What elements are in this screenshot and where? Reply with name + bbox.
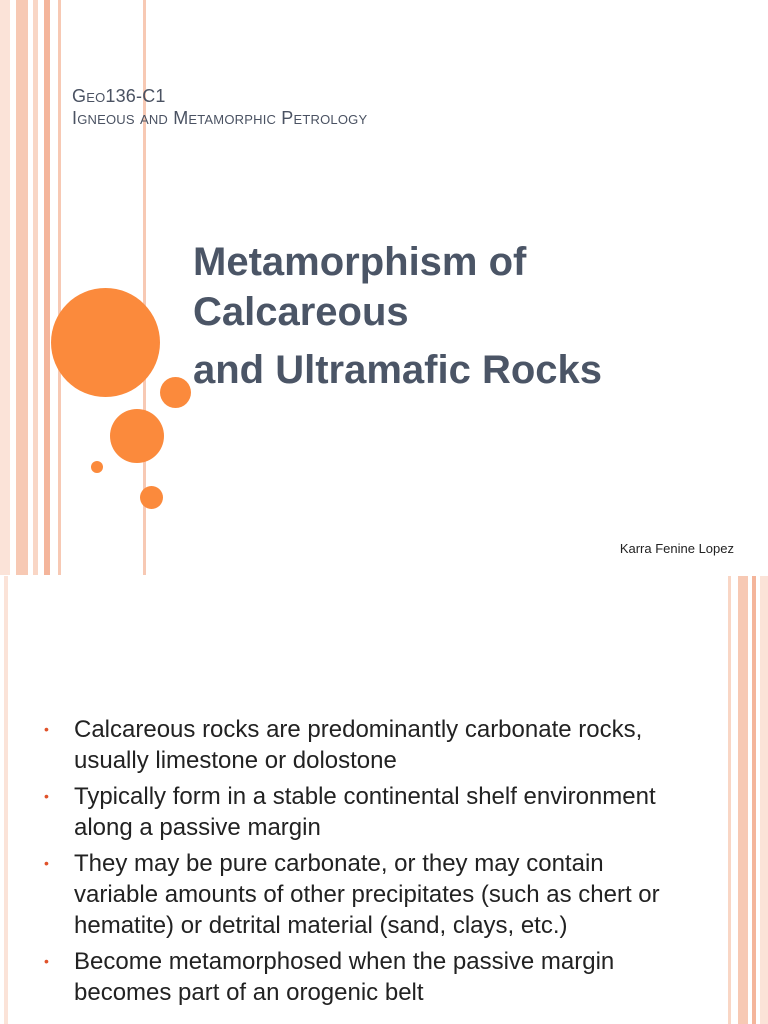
bullet-marker: • bbox=[44, 855, 49, 871]
decorative-stripe bbox=[0, 0, 10, 575]
course-code: Geo136-C1 bbox=[72, 86, 166, 106]
bullet-text: Become metamorphosed when the passive margin becomes part of an orogenic belt bbox=[74, 948, 615, 1006]
decorative-circle bbox=[160, 377, 191, 408]
list-item bbox=[44, 946, 664, 1008]
author-name: Karra Fenine Lopez bbox=[619, 541, 734, 556]
bullet-list bbox=[44, 714, 664, 1013]
decorative-circle bbox=[51, 288, 160, 397]
title-line: Calcareous bbox=[193, 290, 409, 334]
decorative-stripe bbox=[728, 576, 731, 1024]
decorative-circle bbox=[110, 409, 164, 463]
decorative-circle bbox=[140, 486, 163, 509]
content-slide bbox=[0, 576, 768, 1024]
decorative-stripe bbox=[4, 576, 8, 1024]
decorative-circle bbox=[91, 461, 103, 473]
title-line: Metamorphism of bbox=[193, 240, 527, 284]
slide-title bbox=[193, 237, 602, 395]
bullet-text: Calcareous rocks are predominantly carbonate rocks, usually limestone or dolostone bbox=[74, 716, 643, 774]
decorative-stripe bbox=[752, 576, 756, 1024]
decorative-stripe bbox=[16, 0, 28, 575]
decorative-stripe bbox=[44, 0, 50, 575]
course-name: Igneous and Metamorphic Petrology bbox=[72, 108, 368, 128]
decorative-stripe bbox=[58, 0, 61, 575]
bullet-text: They may be pure carbonate, or they may contain variable amounts of other precipitates (such as chert or hematite) or detrital material (sand, clays, etc.) bbox=[74, 850, 660, 939]
decorative-stripe bbox=[33, 0, 38, 575]
list-item bbox=[44, 714, 664, 776]
bullet-marker: • bbox=[44, 788, 49, 804]
list-item bbox=[44, 781, 664, 843]
title-line: and Ultramafic Rocks bbox=[193, 348, 603, 392]
bullet-marker: • bbox=[44, 721, 49, 737]
bullet-text: Typically form in a stable continental shelf environment along a passive margin bbox=[74, 783, 656, 841]
bullet-marker: • bbox=[44, 953, 49, 969]
list-item bbox=[44, 848, 664, 941]
decorative-stripe bbox=[760, 576, 768, 1024]
decorative-stripe bbox=[738, 576, 748, 1024]
